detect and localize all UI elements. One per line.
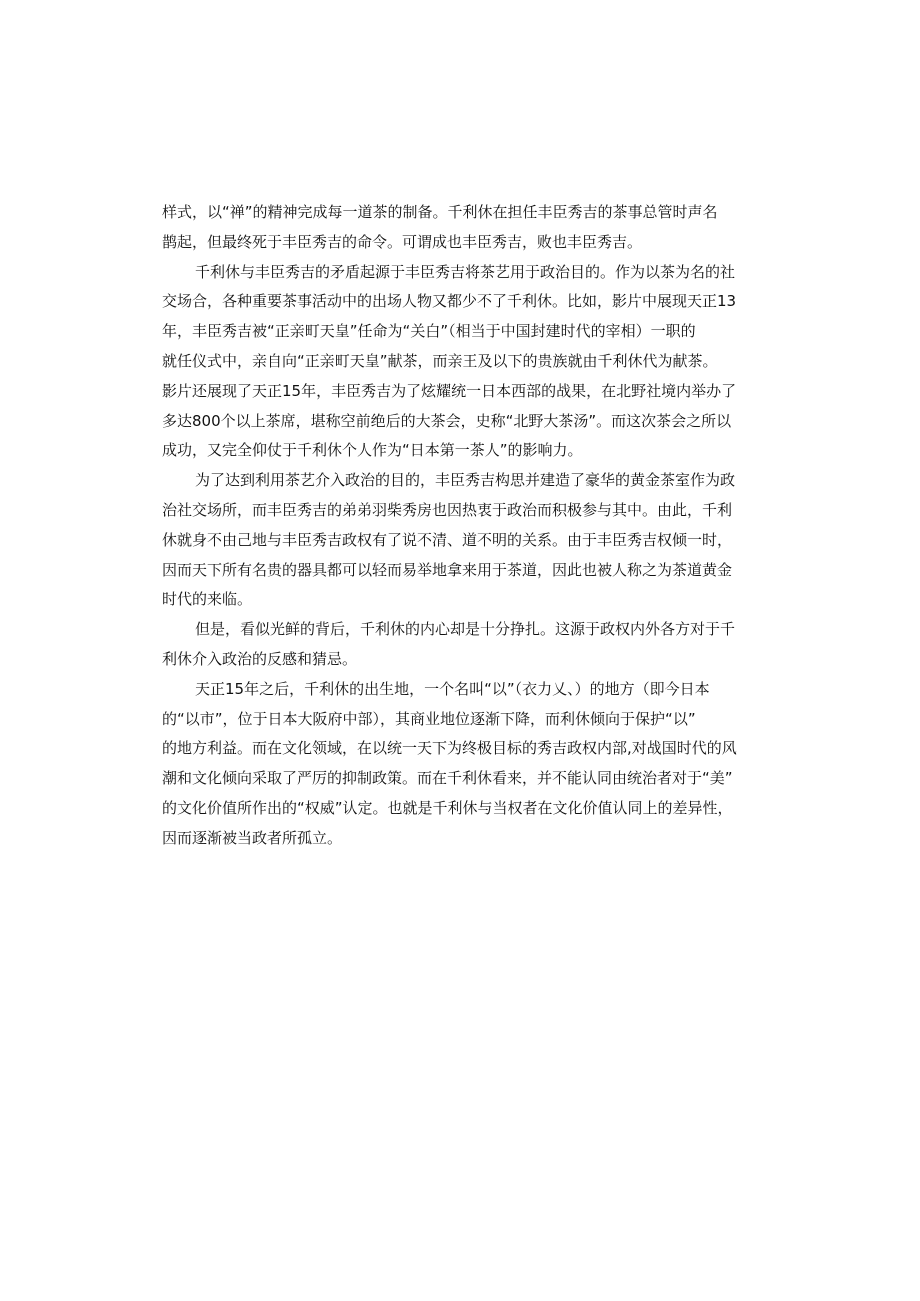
text-line: 鹊起，但最终死于丰臣秀吉的命令。可谓成也丰臣秀吉，败也丰臣秀吉。: [162, 232, 643, 251]
text-line: 因而天下所有名贵的器具都可以轻而易举地拿来用于茶道，因此也被人称之为茶道黄金: [162, 560, 733, 579]
text-line: 成功，又完全仰仗于千利休个人作为“日本第一茶人”的影响力。: [162, 441, 583, 460]
paragraph-5: [162, 675, 772, 854]
text-line: 为了达到利用茶艺介入政治的目的，丰臣秀吉构思并建造了豪华的黄金茶室作为政: [195, 471, 736, 490]
text-line: 的文化价值所作出的“权威”认定。也就是千利休与当权者在文化价值认同上的差异性，: [162, 798, 733, 817]
paragraph-4: [162, 615, 772, 675]
paragraph-3: [162, 466, 772, 615]
text-line: 但是，看似光鲜的背后，千利休的内心却是十分挣扎。这源于政权内外各方对于千: [195, 620, 736, 639]
text-line: 时代的来临。: [162, 590, 253, 609]
paragraph-2: [162, 258, 772, 467]
text-line: 利休介入政治的反感和猜忌。: [162, 649, 358, 668]
text-line: 休就身不由己地与丰臣秀吉政权有了说不清、道不明的关系。由于丰臣秀吉权倾一时，: [162, 530, 733, 549]
text-line: 因而逐渐被当政者所孤立。: [162, 828, 343, 847]
text-line: 交场合，各种重要茶事活动中的出场人物又都少不了千利休。比如，影片中展现天正13: [162, 292, 737, 311]
text-line: 的“以市”，位于日本大阪府中部），其商业地位逐渐下降，而利休倾向于保护“以”: [162, 709, 696, 728]
body-text: [162, 198, 772, 854]
text-line: 治社交场所，而丰臣秀吉的弟弟羽柴秀房也因热衷于政治而积极参与其中。由此，千利: [162, 500, 733, 519]
text-line: 千利休与丰臣秀吉的矛盾起源于丰臣秀吉将茶艺用于政治目的。作为以茶为名的社: [195, 262, 736, 281]
text-line: 多达800个以上茶席，堪称空前绝后的大茶会，史称“北野大茶汤”。而这次茶会之所以: [162, 411, 732, 430]
text-line: 样式，以“禅”的精神完成每一道茶的制备。千利休在担任丰臣秀吉的茶事总管时声名: [162, 203, 718, 221]
text-line: 的地方利益。而在文化领域，在以统一天下为终极目标的秀吉政权内部,对战国时代的风: [162, 739, 737, 758]
text-line: 年，丰臣秀吉被“正亲町天皇”任命为“关白”（相当于中国封建时代的宰相）一职的: [162, 322, 696, 341]
text-line: 天正15年之后，千利休的出生地，一个名叫“以”（衣力乂、）的地方（即今日本: [195, 679, 710, 698]
text-line: 就任仪式中，亲自向“正亲町天皇”献茶，而亲王及以下的贵族就由千利休代为献茶。: [162, 351, 718, 370]
text-line: 影片还展现了天正15年，丰臣秀吉为了炫耀统一日本西部的战果，在北野社境内举办了: [162, 381, 737, 400]
paragraph-1: [162, 198, 772, 258]
text-line: 潮和文化倾向采取了严厉的抑制政策。而在千利休看来，并不能认同由统治者对于“美”: [162, 769, 733, 788]
